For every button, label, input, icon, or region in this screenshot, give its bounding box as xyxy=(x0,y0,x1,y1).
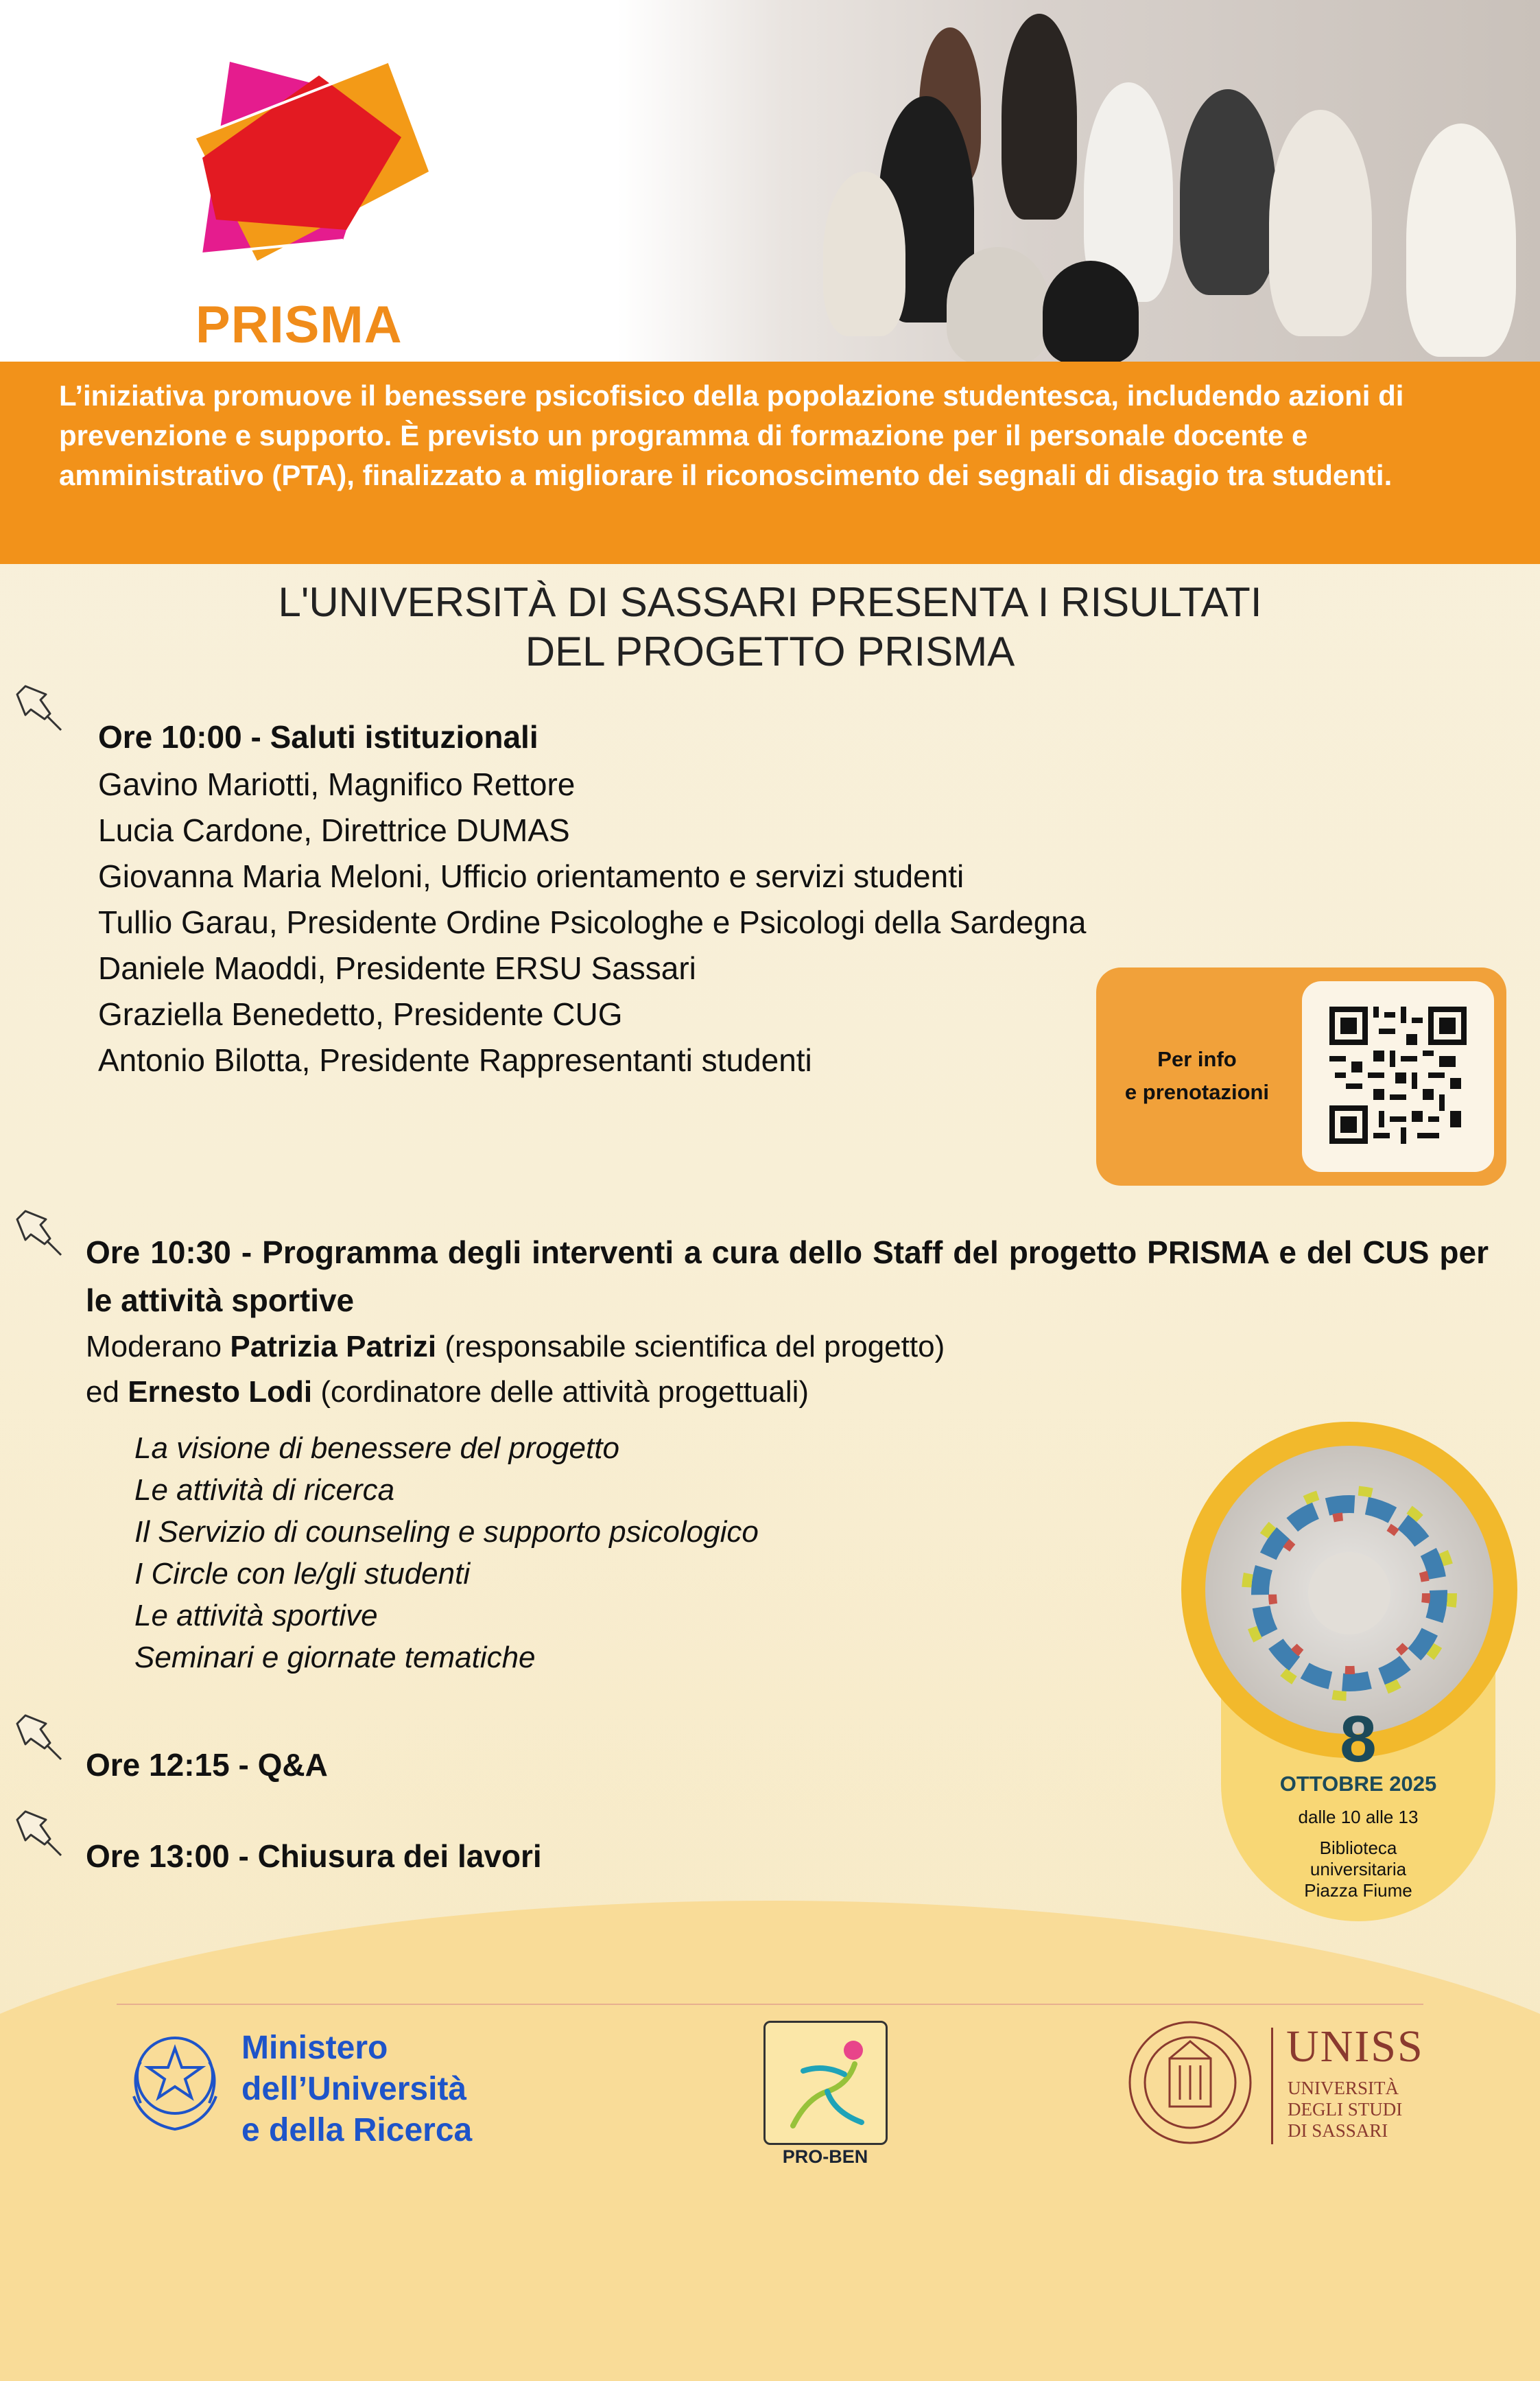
moderators xyxy=(86,1324,1489,1415)
mur-line: e della Ricerca xyxy=(241,2112,473,2148)
moderators-prefix: Moderano xyxy=(86,1330,222,1363)
footer-divider xyxy=(117,2004,1423,2005)
uniss-line: DI SASSARI xyxy=(1288,2120,1388,2141)
group-circle-photo xyxy=(1205,1446,1493,1734)
session-program xyxy=(86,1228,1489,1415)
title-line-1: L'UNIVERSITÀ DI SASSARI PRESENTA I RISULTATI xyxy=(278,579,1262,625)
session-program-time: Ore 10:30 xyxy=(86,1234,231,1270)
speaker-item: Giovanna Maria Meloni, Ufficio orientamento e servizi studenti xyxy=(98,858,964,894)
moderator-role: (cordinatore delle attività progettuali) xyxy=(320,1375,809,1409)
speaker-item: Lucia Cardone, Direttrice DUMAS xyxy=(98,812,570,848)
pushpin-icon xyxy=(10,1805,65,1860)
proben-label: PRO-BEN xyxy=(782,2146,868,2167)
speaker-item: Tullio Garau, Presidente Ordine Psicologhe e Psicologi della Sardegna xyxy=(98,904,1087,940)
pushpin-icon xyxy=(10,1709,65,1763)
uniss-subtitle xyxy=(1288,2078,1402,2142)
header-photo-students xyxy=(617,0,1540,362)
italian-republic-emblem-icon xyxy=(117,2021,233,2137)
brand-name: PRISMA xyxy=(196,296,403,354)
speaker-item: Antonio Bilotta, Presidente Rappresentanti studenti xyxy=(98,1042,812,1078)
mur-logo-text xyxy=(241,2028,472,2151)
mur-line: Ministero xyxy=(241,2030,388,2066)
speaker-item: Graziella Benedetto, Presidente CUG xyxy=(98,996,623,1032)
uniss-seal-icon xyxy=(1125,2017,1255,2148)
topic-item: Le attività sportive xyxy=(134,1599,378,1632)
topic-list xyxy=(134,1427,759,1678)
event-place-line: Piazza Fiume xyxy=(1304,1880,1412,1901)
session-program-title: Programma degli interventi a cura dello Staff del progetto PRISMA e del CUS per le attività sportive xyxy=(86,1234,1489,1318)
speaker-item: Gavino Mariotti, Magnifico Rettore xyxy=(98,766,576,802)
moderators-joiner: ed xyxy=(86,1375,119,1409)
pushpin-icon xyxy=(10,679,65,734)
info-label xyxy=(1101,1043,1293,1109)
event-time: dalle 10 alle 13 xyxy=(1298,1807,1419,1827)
session-welcome xyxy=(98,712,1264,1083)
proben-figure-icon xyxy=(766,2023,886,2143)
uniss-name: UNISS xyxy=(1286,2021,1424,2072)
moderator-name: Ernesto Lodi xyxy=(128,1375,313,1409)
speaker-item: Daniele Maoddi, Presidente ERSU Sassari xyxy=(98,950,696,986)
session-closing-heading: Ore 13:00 - Chiusura dei lavori xyxy=(86,1838,542,1874)
info-label-line-2: e prenotazioni xyxy=(1124,1080,1270,1104)
qr-code-icon[interactable] xyxy=(1329,1007,1467,1144)
info-label-line-1: Per info xyxy=(1157,1047,1237,1071)
session-program-heading: Ore 10:30 - Programma degli interventi a cura dello Staff del progetto PRISMA e del CUS per le attività sportive xyxy=(86,1234,1489,1318)
topic-item: Seminari e giornate tematiche xyxy=(134,1641,536,1674)
topic-item: Le attività di ricerca xyxy=(134,1473,395,1507)
uniss-line: DEGLI STUDI xyxy=(1288,2099,1403,2120)
uniss-line: UNIVERSITÀ xyxy=(1288,2078,1399,2098)
moderator-name: Patrizia Patrizi xyxy=(230,1330,437,1363)
event-place-line: universitaria xyxy=(1310,1859,1407,1879)
topic-item: Il Servizio di counseling e supporto psicologico xyxy=(134,1515,759,1549)
proben-logo xyxy=(763,2021,888,2145)
mur-line: dell’Università xyxy=(241,2071,467,2107)
event-place xyxy=(1221,1838,1495,1901)
event-day: 8 xyxy=(1340,1702,1377,1776)
uniss-divider xyxy=(1271,2028,1273,2144)
event-place-line: Biblioteca xyxy=(1319,1838,1397,1858)
pushpin-icon xyxy=(10,1204,65,1259)
topic-item: La visione di benessere del progetto xyxy=(134,1431,619,1465)
event-month: OTTOBRE 2025 xyxy=(1279,1772,1437,1796)
prisma-logo-icon xyxy=(175,55,442,281)
session-qa-heading: Ore 12:15 - Q&A xyxy=(86,1747,328,1783)
page-title xyxy=(0,578,1540,677)
topic-item: I Circle con le/gli studenti xyxy=(134,1557,471,1591)
session-welcome-heading: Ore 10:00 - Saluti istituzionali xyxy=(98,719,538,755)
title-line-2: DEL PROGETTO PRISMA xyxy=(525,629,1015,675)
moderator-role: (responsabile scientifica del progetto) xyxy=(445,1330,945,1363)
intro-text: L’iniziativa promuove il benessere psicofisico della popolazione studentesca, includendo azioni di prevenzione e supporto. È previsto un programma di formazione per il personale docente e amministrativo (PTA), finalizzato a migliorare il riconoscimento dei segnali di disagio tra studenti. xyxy=(59,379,1404,491)
group-circle-illustration-icon xyxy=(1205,1446,1493,1734)
